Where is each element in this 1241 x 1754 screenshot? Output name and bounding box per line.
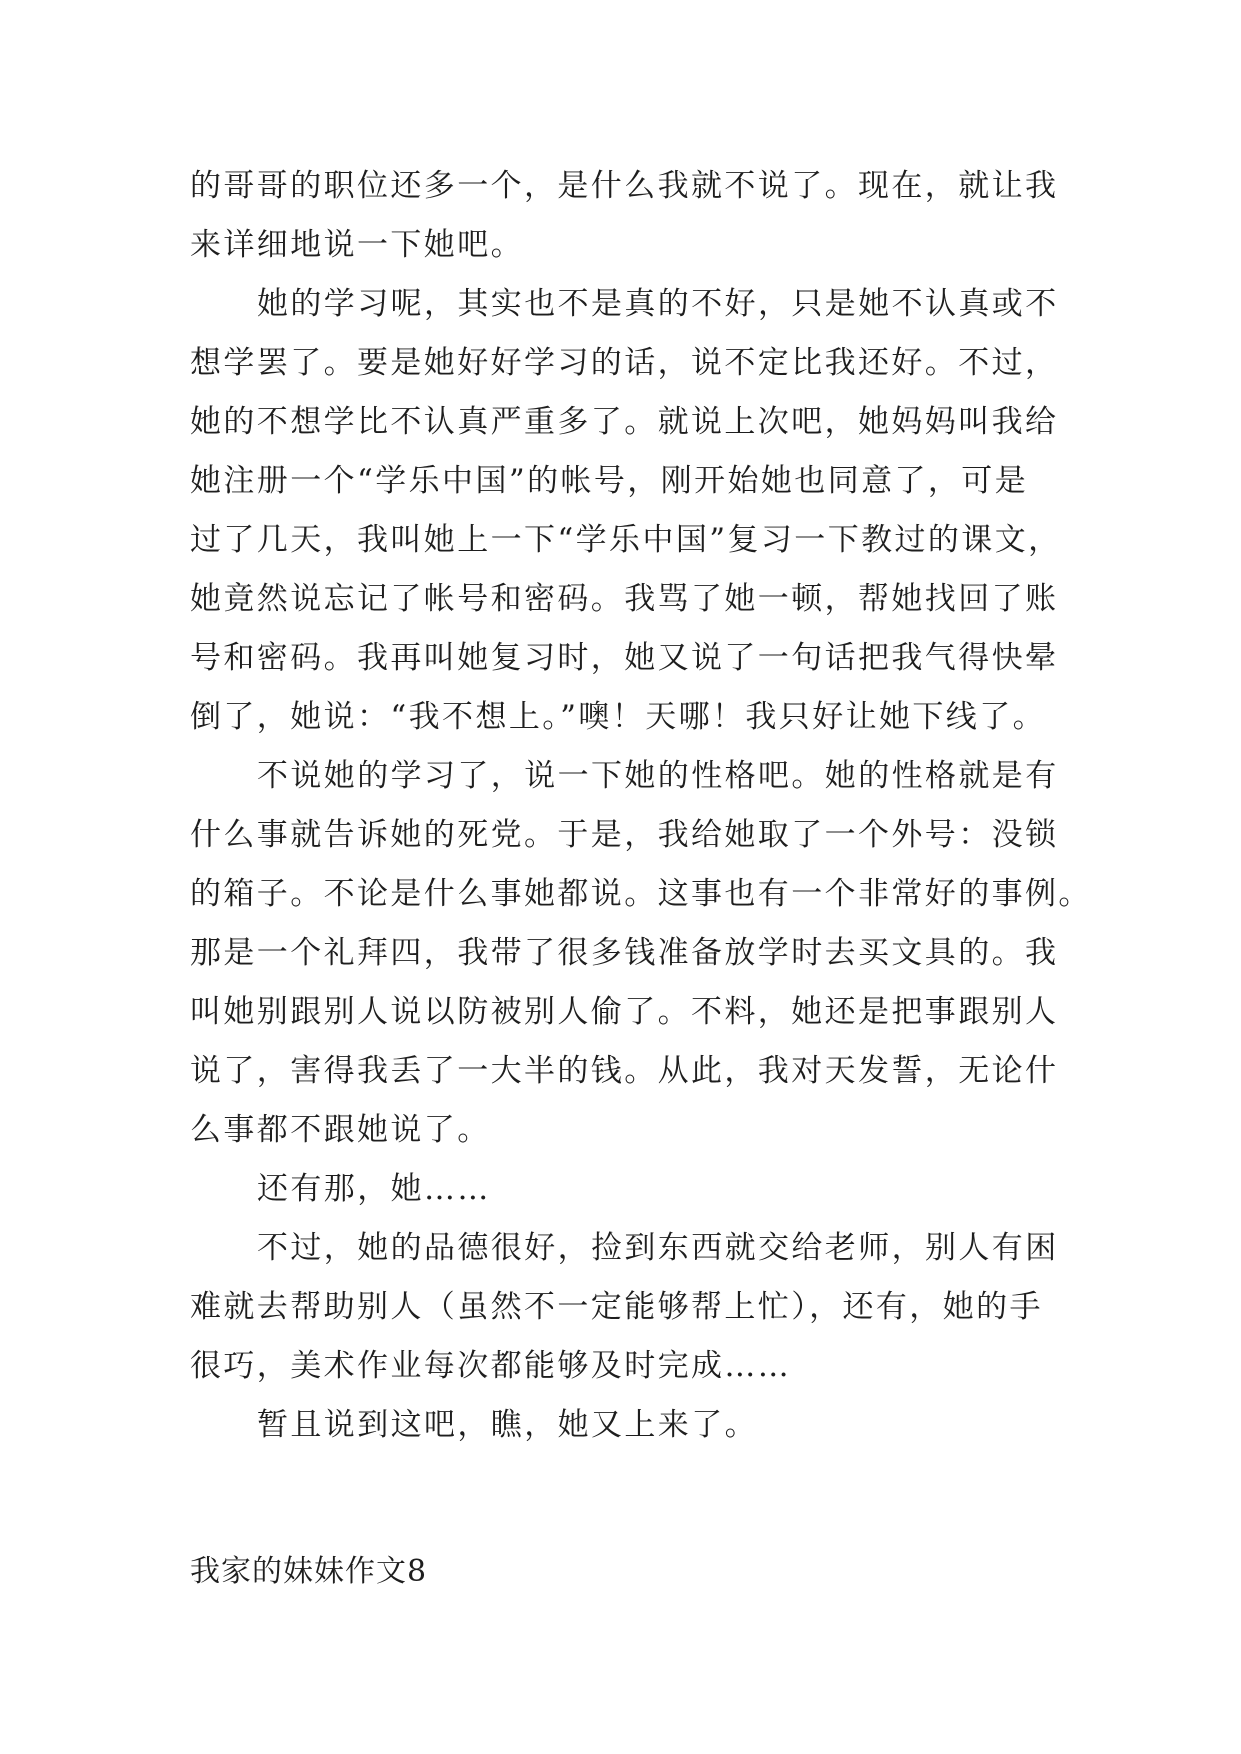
text-line: 倒了，她说：“我不想上。”噢！天哪！我只好让她下线了。 [190, 699, 1046, 735]
paragraph-study [190, 275, 1190, 747]
section-heading: 我家的妹妹作文8 [190, 1554, 428, 1589]
text-line: 她注册一个“学乐中国”的帐号，刚开始她也同意了，可是 [190, 463, 1029, 499]
text-line: 号和密码。我再叫她复习时，她又说了一句话把我气得快晕 [190, 640, 1059, 676]
text-line: 她的不想学比不认真严重多了。就说上次吧，她妈妈叫我给 [190, 404, 1059, 440]
text-line: 她竟然说忘记了帐号和密码。我骂了她一顿，帮她找回了账 [190, 581, 1059, 617]
text-line: 想学罢了。要是她好好学习的话，说不定比我还好。不过， [190, 345, 1059, 381]
text-line: 不过，她的品德很好，捡到东西就交给老师，别人有困 [257, 1230, 1059, 1266]
text-line: 叫她别跟别人说以防被别人偷了。不料，她还是把事跟别人 [190, 994, 1059, 1030]
continued-paragraph [190, 157, 1190, 275]
document-body [190, 157, 1190, 1601]
text-line: 很巧，美术作业每次都能够及时完成…… [190, 1348, 792, 1384]
text-line: 那是一个礼拜四，我带了很多钱准备放学时去买文具的。我 [190, 935, 1059, 971]
text-line: 的箱子。不论是什么事她都说。这事也有一个非常好的事例。 [190, 876, 1092, 912]
text-line: 说了，害得我丢了一大半的钱。从此，我对天发誓，无论什 [190, 1053, 1059, 1089]
text-line: 暂且说到这吧，瞧，她又上来了。 [257, 1407, 758, 1443]
text-line: 么事都不跟她说了。 [190, 1112, 491, 1148]
text-line: 还有那，她…… [257, 1171, 491, 1207]
paragraph-closing [190, 1396, 1190, 1455]
text-line: 过了几天，我叫她上一下“学乐中国”复习一下教过的课文， [190, 522, 1062, 558]
paragraph-more [190, 1160, 1190, 1219]
text-line: 她的学习呢，其实也不是真的不好，只是她不认真或不 [257, 286, 1059, 322]
text-line: 什么事就告诉她的死党。于是，我给她取了一个外号：没锁 [190, 817, 1059, 853]
paragraph-virtues [190, 1219, 1190, 1396]
text-line: 来详细地说一下她吧。 [190, 227, 524, 263]
text-line: 难就去帮助别人（虽然不一定能够帮上忙），还有，她的手 [190, 1289, 1043, 1325]
text-line: 的哥哥的职位还多一个，是什么我就不说了。现在，就让我 [190, 168, 1059, 204]
text-line: 不说她的学习了，说一下她的性格吧。她的性格就是有 [257, 758, 1059, 794]
paragraph-personality [190, 747, 1190, 1160]
